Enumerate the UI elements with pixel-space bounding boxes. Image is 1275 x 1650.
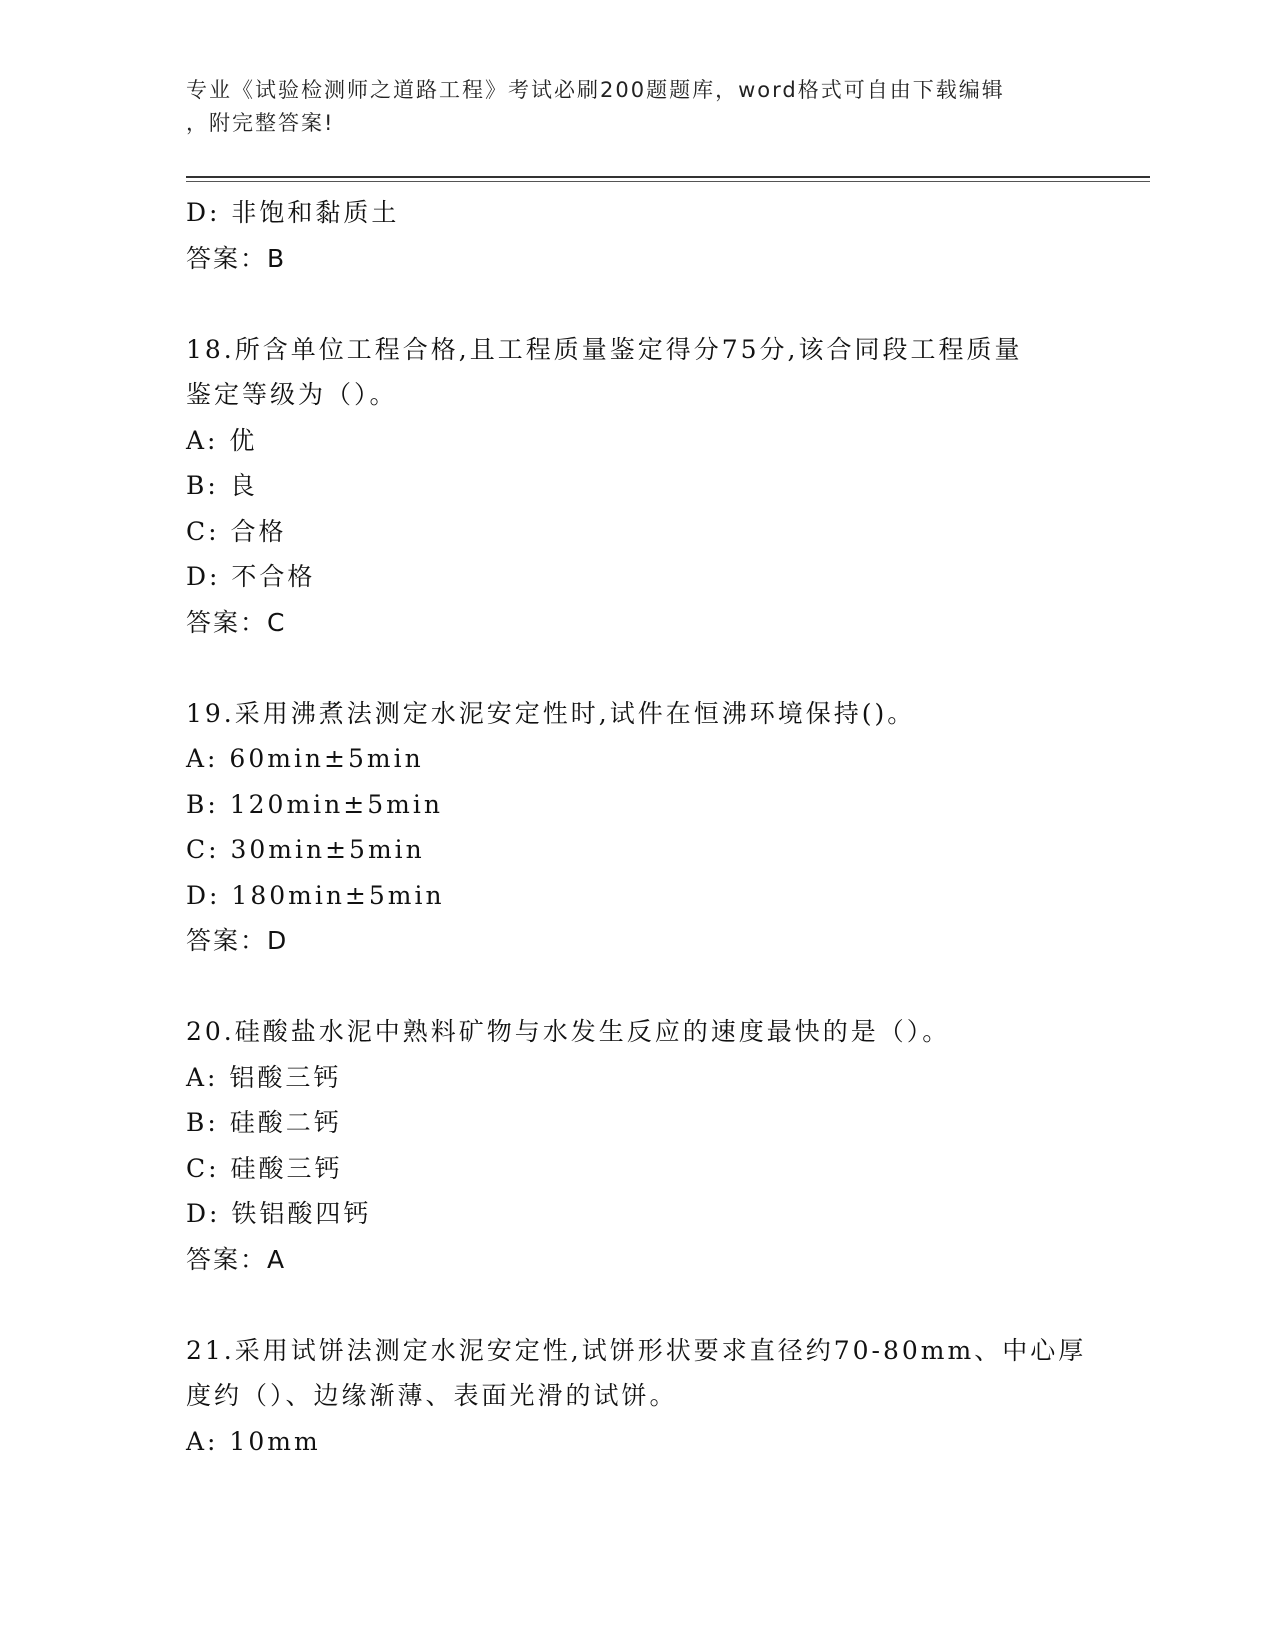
spacer xyxy=(186,964,1106,1010)
option-b: B: 硅酸二钙 xyxy=(186,1108,342,1137)
question-content xyxy=(186,190,1106,1464)
question-stem-line-1: 20.硅酸盐水泥中熟料矿物与水发生反应的速度最快的是（）。 xyxy=(186,1017,951,1046)
answer-line: 答案：B xyxy=(186,243,287,273)
option-a: A: 10mm xyxy=(186,1426,321,1456)
question-stem-line-1: 19.采用沸煮法测定水泥安定性时,试件在恒沸环境保持()。 xyxy=(186,698,916,728)
option-c: C: 合格 xyxy=(186,516,287,546)
option-c: C: 30min±5min xyxy=(186,835,425,864)
option-b: B: 120min±5min xyxy=(186,789,443,819)
question-stem-line-2: 鉴定等级为（）。 xyxy=(186,380,398,409)
option-b: B: 良 xyxy=(186,471,258,500)
spacer xyxy=(186,281,1106,327)
spacer xyxy=(186,645,1106,691)
answer-line: 答案：C xyxy=(186,607,287,637)
question-stem-line-2: 度约（）、边缘渐薄、表面光滑的试饼。 xyxy=(186,1381,678,1410)
header-title-line-2: ，附完整答案! xyxy=(186,111,335,135)
header-title-line-1: 专业《试验检测师之道路工程》考试必刷200题题库，word格式可自由下载编辑 xyxy=(186,78,1005,102)
header-divider-thin xyxy=(186,181,1150,182)
option-d: D: 180min±5min xyxy=(186,880,445,910)
question-18 xyxy=(186,327,1106,646)
answer-line: 答案：D xyxy=(186,926,289,955)
question-21 xyxy=(186,1328,1106,1465)
option-d: D: 非饱和黏质土 xyxy=(186,198,400,227)
question-stem-line-1: 21.采用试饼法测定水泥安定性,试饼形状要求直径约70-80mm、中心厚 xyxy=(186,1335,1087,1365)
header-divider-thick xyxy=(186,176,1150,178)
option-d: D: 不合格 xyxy=(186,562,316,591)
question-20 xyxy=(186,1009,1106,1282)
answer-line: 答案：A xyxy=(186,1244,287,1274)
option-a: A: 60min±5min xyxy=(186,744,424,773)
spacer xyxy=(186,1282,1106,1328)
question-stem-line-1: 18.所含单位工程合格,且工程质量鉴定得分75分,该合同段工程质量 xyxy=(186,334,1023,364)
option-a: A: 铝酸三钙 xyxy=(186,1062,342,1092)
question-19 xyxy=(186,691,1106,964)
option-a: A: 优 xyxy=(186,425,258,455)
option-c: C: 硅酸三钙 xyxy=(186,1153,343,1183)
option-d: D: 铁铝酸四钙 xyxy=(186,1199,372,1228)
document-header xyxy=(186,74,1066,140)
previous-question-tail xyxy=(186,190,1106,281)
